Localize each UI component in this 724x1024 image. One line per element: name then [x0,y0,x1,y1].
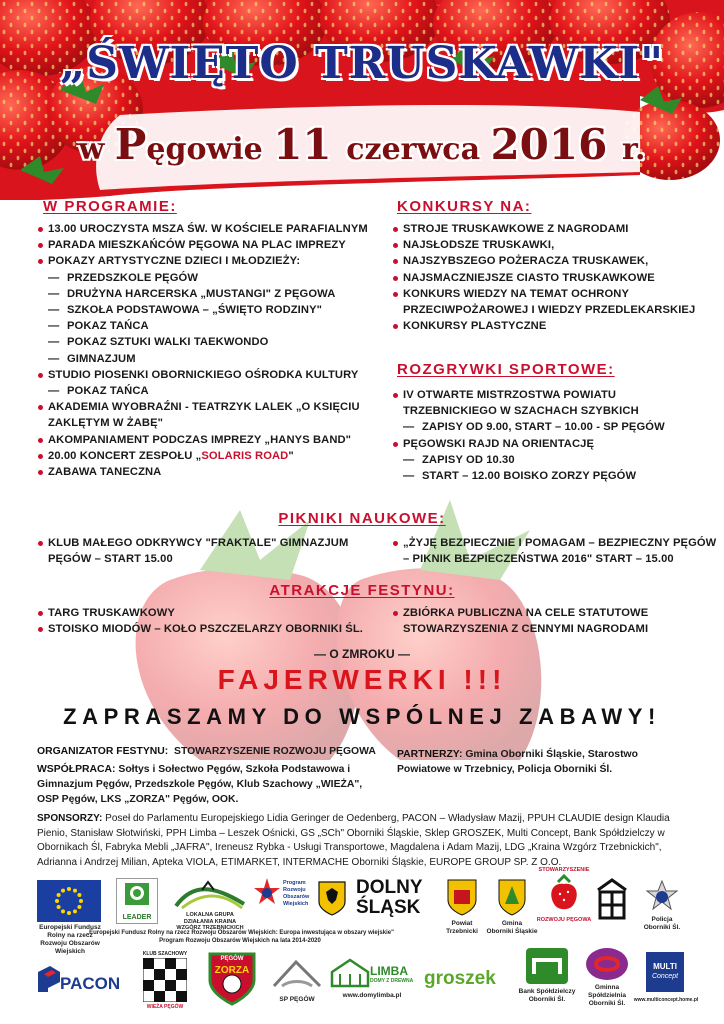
multi-url: www.multiconcept.home.pl [633,997,699,1003]
subtitle-w: w [78,132,115,167]
dusk-note: — O ZMROKU — [314,647,410,661]
list-subitem: — GIMNAZJUM [37,351,377,367]
eu-note [30,930,450,945]
sponsors-line-3: Obornikach Śl, Fabryka Mebli „JAFRA", Ireneusz Rybka - Usługi Transportowe, Magdalena i Adam Mazij, LDG „Kraina Wzgórz Trzebnickich", [37,842,662,853]
eu-flag-logo [37,880,101,922]
dolny-text-1: DOLNY [356,877,423,898]
subtitle-place-initial: P [114,120,147,169]
gs-logo [584,946,630,982]
dolny-text-2: ŚLĄSK [356,897,421,918]
atrakcje-left [37,605,377,637]
zorza-top-text: PĘGÓW [220,956,244,962]
wieza-bottom-text: WIEŻA PĘGÓW [146,1004,184,1010]
sport-heading: ROZGRYWKI SPORTOWE: [397,361,615,378]
powiat-line-2: Trzebnicki [446,928,478,935]
gmina-line-2: Oborniki Śląskie [486,928,538,935]
pikniki-left-line-2: PĘGÓW – START 15.00 [48,553,173,566]
pikniki-left [37,535,377,567]
gmina-line-1: Gmina [501,920,523,927]
konkursy-list [392,221,712,334]
list-subitem: — ZAPISY OD 9.00, START – 10.00 - SP PĘGÓW [392,419,712,435]
list-item: POKAZY ARTYSTYCZNE DZIECI I MŁODZIEŻY: [37,253,377,269]
eu-caption-line-2: Rozwoju Obszarów Wiejskich [40,940,100,955]
atrakcje-right-line-2: STOWARZYSZENIA Z CENNYMI NAGRODAMI [403,623,649,636]
list-item: PARADA MIESZKAŃCÓW PĘGOWA NA PLAC IMPREZY [37,237,377,253]
list-item: KONKURSY PLASTYCZNE [392,318,712,334]
cooperation-label: WSPÓŁPRACA: [37,764,116,775]
limba-url: www.domylimba.pl [342,992,402,999]
subtitle-r: r. [621,132,646,167]
organizer-label: ORGANIZATOR FESTYNU: [37,746,169,757]
mistrz-line-2: TRZEBNICKIEGO W SZACHACH SZYBKICH [403,405,639,418]
sp-pegow-logo [270,956,324,1006]
bank-line-1: Bank Spółdzielczy [518,988,576,995]
pacon-mark-icon [36,964,62,994]
strawberries-header-graphic [0,0,724,200]
list-item: STOISKO MIODÓW – KOŁO PSZCZELARZY OBORNIKI ŚL. [37,621,377,637]
gs-line-2: Spółdzielnia [588,992,626,999]
cooperation-line-2: Gimnazjum Pęgów, Przedszkole Pęgów, Klub Szachowy „WIEŻA", [37,779,363,790]
list-item [392,535,717,567]
gmina-caption [484,920,540,936]
eu-stars-icon [37,880,101,922]
mistrz-line-1: IV OTWARTE MISTRZOSTWA POWIATU [403,389,617,401]
list-item [392,605,712,637]
school-book-icon [270,956,324,992]
list-subitem: — SZKOŁA PODSTAWOWA – „ŚWIĘTO RODZINY" [37,302,377,318]
stowarzyszenie-logo [546,874,582,914]
list-subitem: — POKAZ TAŃCA [37,318,377,334]
konkursy-heading: KONKURSY NA: [397,198,532,215]
policja-line-1: Policja [651,916,673,923]
fireworks-heading: FAJERWERKI !!! [217,664,507,695]
list-item: 13.00 UROCZYSTA MSZA ŚW. W KOŚCIELE PARAFIALNYM [37,221,377,237]
leader-tree-icon [117,879,157,909]
subtitle-year: 2016 [490,120,622,169]
event-title: „ŚWIĘTO TRUSKAWKI" [59,38,665,89]
gs-line-1: Gminna [594,984,620,991]
list-item [37,448,377,464]
zorza-text: ZORZA [214,965,250,976]
list-item [37,535,377,567]
gmina-logo [497,878,527,916]
list-subitem: — POKAZ SZTUKI WALKI TAEKWONDO [37,334,377,350]
pacon-text: PACON [60,974,121,993]
program-list [37,221,377,480]
strawberry-icon [546,874,582,914]
powiat-logo [446,878,478,916]
partners-label: PARTNERZY: [397,749,463,760]
limba-logo [330,956,414,1006]
list-item: ZABAWA TANECZNA [37,464,377,480]
silesia-eagle-logo [317,880,347,916]
koncert-band: SOLARIS ROAD [201,449,289,462]
limba-text: LIMBA [370,964,408,978]
dolny-slask-logo [356,878,436,922]
powiat-crest-icon [446,878,478,916]
subtitle-day: 11 [273,120,347,169]
list-item: NAJSZYBSZEGO POŻERACZA TRUSKAWEK, [392,253,712,269]
police-star-icon [646,880,678,914]
list-item [392,286,712,318]
leader-text: LEADER [122,914,152,921]
list-item: NAJSŁODSZE TRUSKAWKI, [392,237,712,253]
atrakcje-right [392,605,712,637]
limba-sub-text: DOMY Z DREWNA [370,978,414,984]
header-banner [0,0,724,200]
program-heading: W PROGRAMIE: [43,198,177,215]
zorza-logo [208,950,256,1006]
powiat-line-1: Powiat [451,920,473,927]
eu-note-line-1: „Europejski Fundusz Rolny na rzecz Rozwoju Obszarów Wiejskich: Europa inwestująca w obszary wiejskie" [86,930,394,936]
atrakcje-right-line-1: ZBIÓRKA PUBLICZNA NA CELE STATUTOWE [403,607,649,619]
prow-caption: Program Rozwoju Obszarów Wiejskich [283,880,310,907]
house-icon [330,958,370,988]
chessboard-icon [143,958,187,1002]
invitation-heading: ZAPRASZAMY DO WSPÓLNEJ ZABAWY! [63,704,661,729]
policja-caption [636,916,688,932]
lgd-logo [172,876,248,931]
pikniki-left-line-1: KLUB MAŁEGO ODKRYWCY "FRAKTALE" GIMNAZJUM [48,537,349,549]
gs-mark-icon [584,946,630,982]
wiedza-line-1: KONKURS WIEDZY NA TEMAT OCHRONY [403,287,630,300]
subtitle-place-rest: ęgowie [146,132,274,167]
eagle-crest-icon [317,880,347,916]
groszek-logo: groszek [424,968,496,989]
bank-caption [514,988,580,1004]
organizer-value: STOWARZYSZENIE ROZWOJU PĘGOWA [174,746,376,757]
prow-star-icon [252,876,282,910]
school-building-icon [594,876,630,922]
partners-line-1: Gmina Oborniki Śląskie, Starostwo [465,749,638,760]
sponsors-line-4: Adrianna i Andrzej Milian, Apteka VIOLA, ETIMARKET, INTERMACHE Oborniki Śląskie, EUROPE GROUP SP. Z O.O. [37,856,562,868]
atrakcje-heading: ATRAKCJE FESTYNU: [269,582,455,599]
list-subitem: — PRZEDSZKOLE PĘGÓW [37,270,377,286]
prow-logo [252,876,314,924]
wieza-logo [140,950,190,1010]
sp-building-logo [594,876,630,922]
akademia-line-1: AKADEMIA WYOBRAŹNI - TEATRZYK LALEK „O KSIĘCIU [48,401,360,414]
list-subitem: — START – 12.00 BOISKO ZORZY PĘGÓW [392,468,712,484]
pikniki-right-line-1: „ŻYJĘ BEZPIECZNIE I POMAGAM – BEZPIECZNY PĘGÓW [403,537,717,549]
pacon-logo [36,962,128,998]
list-item: STROJE TRUSKAWKOWE Z NAGRODAMI [392,221,712,237]
stow-caption-bottom: ROZWOJU PĘGOWA [536,917,592,923]
sport-list [392,387,712,484]
list-subitem: — POKAZ TAŃCA [37,383,377,399]
gs-line-3: Oborniki Śl. [588,1000,626,1007]
partners-block [397,747,707,777]
policja-line-2: Oborniki Śl. [643,924,681,931]
koncert-prefix: 20.00 KONCERT ZESPOŁU „ [48,449,202,462]
sponsors-line-2: Pienio, Stanisław Słotwiński, PPH Limba – Leszek Ośnicki, GS „SCh" Oborniki Śląskie, Sklep GROSZEK, Multi Concept, Bank Spółdzielczy w [37,827,665,839]
event-date-place [0,120,724,169]
bank-logo [524,946,570,986]
sponsors-block [37,812,717,870]
lgd-caption: LOKALNA GRUPA DZIAŁANIA KRAINA WZGÓRZ TRZEBNICKICH [176,912,244,931]
multiconcept-logo [646,952,684,992]
list-subitem: — ZAPISY OD 10.30 [392,452,712,468]
hills-icon [172,876,248,912]
eu-note-line-2: Program Rozwoju Obszarów Wiejskich na lata 2014-2020 [159,937,321,944]
sponsors-label: SPONSORZY: [37,813,103,824]
leader-logo [116,878,158,924]
list-item: STUDIO PIOSENKI OBORNICKIEGO OŚRODKA KULTURY [37,367,377,383]
cooperation-line [37,762,387,807]
pikniki-right [392,535,717,567]
bank-mark-icon [524,946,570,986]
pikniki-right-line-2: – PIKNIK BEZPIECZEŃSTWA 2016" START – 15.00 [403,553,674,566]
list-item: PĘGOWSKI RAJD NA ORIENTACJĘ [392,436,712,452]
policja-logo [646,880,678,914]
bank-line-2: Oborniki Śl. [528,996,566,1003]
koncert-suffix: " [288,449,294,462]
wieza-top-text: KLUB SZACHOWY [142,951,188,957]
cooperation-line-1: Sołtys i Sołectwo Pęgów, Szkoła Podstawowa i [118,764,351,775]
sp-caption: SP PĘGÓW [279,996,315,1003]
pikniki-heading: PIKNIKI NAUKOWE: [278,510,446,527]
partners-line-2: Powiatowe w Trzebnicy, Policja Oborniki Śl. [397,764,613,775]
sponsors-line-1: Poseł do Parlamentu Europejskiego Lidia Geringer de Oedenberg, PACON – Władysław Mazij, PPUH CLAUDIE design Klaudia [105,813,670,824]
list-item [37,399,377,431]
organizer-line [37,744,387,759]
akademia-line-2: ZAKLĘTYM W ŻABĘ" [48,417,164,430]
organizer-block [37,744,387,807]
subtitle-month: czerwca [346,132,491,167]
list-item [392,387,712,419]
list-item: TARG TRUSKAWKOWY [37,605,377,621]
wiedza-line-2: PRZECIWPOŻAROWEJ I WIEDZY PRZEDLEKARSKIEJ [403,304,696,317]
gmina-crest-icon [497,878,527,916]
list-item: AKOMPANIAMENT PODCZAS IMPREZY „HANYS BAND" [37,432,377,448]
cooperation-line-3: OSP Pęgów, LKS „ZORZA" Pęgów, OOK. [37,794,239,805]
multi-text: MULTI [653,962,677,971]
eu-caption-line-1: Europejski Fundusz Rolny na rzecz [39,924,101,939]
concept-text: Concept [651,973,679,980]
stow-caption-top: STOWARZYSZENIE [538,867,590,873]
list-subitem: — DRUŻYNA HARCERSKA „MUSTANGI" Z PĘGOWA [37,286,377,302]
list-item: NAJSMACZNIEJSZE CIASTO TRUSKAWKOWE [392,270,712,286]
